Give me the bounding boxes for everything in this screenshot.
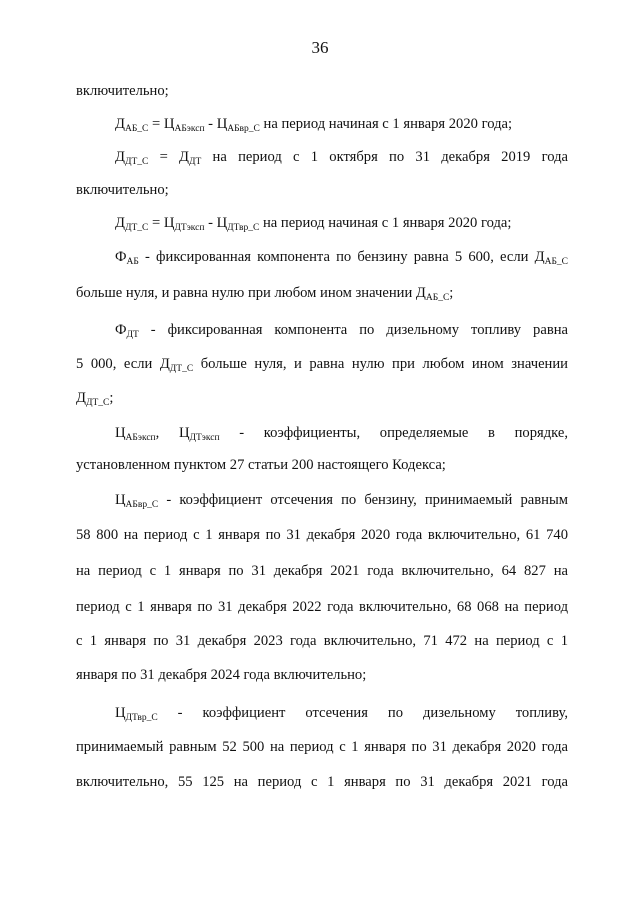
subscript: АБ_С	[544, 257, 568, 267]
text-run: больше нуля, и равна нулю при любом ином значении	[193, 356, 568, 372]
text-run: на период начиная с 1 января 2020 года;	[259, 116, 513, 132]
subscript: ДТэксп	[174, 223, 205, 233]
text-run: - коэффициенты, определяемые в порядке,	[219, 425, 568, 441]
text-run: Ф	[115, 249, 127, 265]
text-run: 58 800 на период с 1 января по 31 декабря 2020 года включительно, 61 740	[76, 527, 568, 543]
text-run: установленном пунктом 27 статьи 200 настоящего Кодекса;	[76, 457, 446, 473]
text-run: - коэффициент отсечения по дизельному топливу,	[157, 705, 568, 721]
text-run: - коэффициент отсечения по бензину, принимаемый равным	[158, 492, 568, 508]
text-run: на период начиная с 1 января 2020 года;	[259, 215, 512, 231]
text-run: включительно, 55 125 на период с 1 января по 31 декабря 2021 года	[76, 774, 568, 790]
text-line	[76, 456, 568, 474]
subscript: ДТ	[189, 157, 202, 167]
text-run: 5 000, если Д	[76, 356, 170, 372]
text-line	[76, 526, 568, 544]
text-run: = Д	[148, 149, 190, 165]
text-run: , Ц	[155, 425, 190, 441]
text-run: период с 1 января по 31 декабря 2022 года включительно, 68 068 на период	[76, 599, 568, 615]
text-run: больше нуля, и равна нулю при любом ином значении Д	[76, 285, 426, 301]
text-line	[115, 321, 568, 339]
text-line	[76, 773, 568, 791]
text-run: Д	[76, 390, 86, 406]
text-run: включительно;	[76, 182, 169, 198]
text-run: января по 31 декабря 2024 года включительно;	[76, 667, 367, 683]
text-line	[76, 632, 568, 650]
text-run: - Ц	[204, 215, 228, 231]
text-run: Д	[115, 116, 125, 132]
text-line	[76, 598, 568, 616]
text-run: на период с 1 октября по 31 декабря 2019 года	[201, 149, 568, 165]
subscript: АБэксп	[174, 124, 205, 134]
text-run: ;	[109, 390, 114, 406]
text-line	[76, 181, 568, 199]
text-run: на период с 1 января по 31 декабря 2021 года включительно, 64 827 на	[76, 563, 568, 579]
subscript: ДТвр_С	[125, 713, 158, 723]
subscript: ДТ_С	[124, 223, 149, 233]
text-run: Ц	[115, 425, 126, 441]
subscript: ДТ	[126, 330, 139, 340]
page-number: 36	[311, 38, 329, 57]
text-line	[76, 355, 568, 373]
text-run: Ц	[115, 705, 126, 721]
subscript: АБ	[126, 257, 139, 267]
subscript: ДТ_С	[169, 364, 194, 374]
text-line	[76, 284, 568, 302]
text-line	[76, 666, 568, 684]
text-line	[115, 115, 568, 133]
text-line	[76, 738, 568, 756]
subscript: ДТвр_С	[227, 223, 260, 233]
text-run: - Ц	[204, 116, 228, 132]
subscript: ДТэксп	[189, 433, 220, 443]
text-line	[115, 148, 568, 166]
text-run: = Ц	[148, 116, 175, 132]
subscript: ДТ_С	[85, 398, 110, 408]
text-line	[76, 82, 568, 100]
text-line	[115, 214, 568, 232]
text-run: = Ц	[148, 215, 175, 231]
text-run: включительно;	[76, 83, 169, 99]
subscript: АБ_С	[425, 293, 450, 303]
text-run: Ф	[115, 322, 127, 338]
text-run: ;	[449, 285, 454, 301]
subscript: АБ_С	[124, 124, 149, 134]
text-line	[115, 424, 568, 442]
text-line	[115, 491, 568, 509]
text-line	[115, 704, 568, 722]
text-line	[115, 248, 568, 266]
subscript: АБвр_С	[227, 124, 260, 134]
subscript: АБвр_С	[125, 500, 159, 510]
text-run: Д	[115, 149, 125, 165]
text-line	[76, 562, 568, 580]
subscript: АБэксп	[125, 433, 156, 443]
text-run: - фиксированная компонента по дизельному топливу равна	[138, 322, 568, 338]
text-line	[76, 389, 568, 407]
text-run: Ц	[115, 492, 126, 508]
text-run: - фиксированная компонента по бензину равна 5 600, если Д	[138, 249, 545, 265]
text-run: принимаемый равным 52 500 на период с 1 января по 31 декабря 2020 года	[76, 739, 568, 755]
text-run: Д	[115, 215, 125, 231]
subscript: ДТ_С	[124, 157, 149, 167]
text-run: с 1 января по 31 декабря 2023 года включительно, 71 472 на период с 1	[76, 633, 568, 649]
